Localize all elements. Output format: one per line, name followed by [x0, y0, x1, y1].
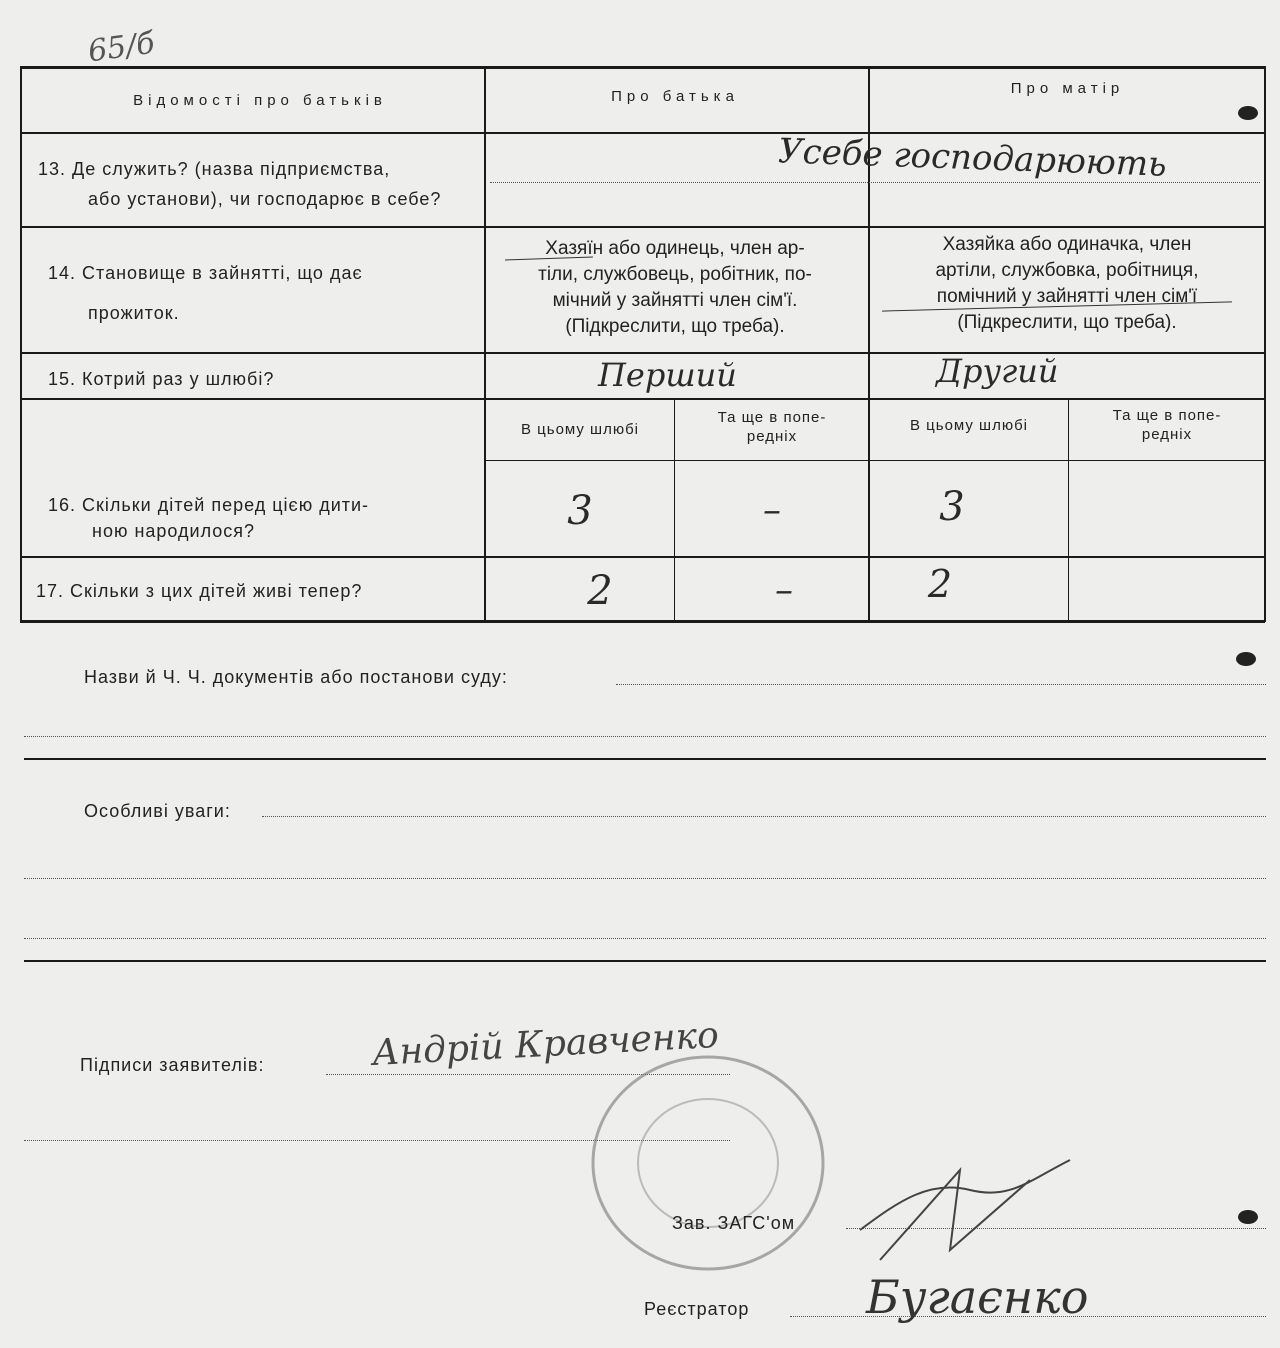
- father-previous-line1: Та ще в попе-: [717, 409, 827, 426]
- q16-line1: 16. Скільки дітей перед цією дити-: [48, 495, 370, 515]
- registry-head-signature: [840, 1140, 1100, 1280]
- mother-occupation-options: [876, 232, 1258, 336]
- q15-father-answer: Перший: [598, 356, 737, 394]
- stamp-seal: [588, 1052, 828, 1274]
- registrar-label: Реєстратор: [644, 1299, 750, 1319]
- mother-occupation-line2: артіли, службовка, робітниця,: [935, 260, 1199, 281]
- q16-father-prev: –: [763, 490, 781, 531]
- mother-occupation-line3: помічний у зайнятті член сім'ї: [936, 286, 1198, 307]
- mother-occupation-line4: (Підкреслити, що треба).: [957, 312, 1177, 333]
- mother-previous-line1: Та ще в попе-: [1112, 407, 1222, 424]
- mother-occupation-line1: Хазяйка або одиначка, член: [942, 234, 1192, 255]
- header-parents-info: Відомості про батьків: [133, 92, 387, 109]
- q13-answer: Усебе господарюють: [777, 131, 1168, 185]
- q17-father-prev: –: [775, 570, 793, 611]
- q16-mother-this: 3: [939, 484, 965, 530]
- q15-question: 15. Котрий раз у шлюбі?: [48, 369, 275, 389]
- q13-line2: або установи), чи господарює в себе?: [88, 189, 442, 209]
- q14-line2: прожиток.: [88, 303, 180, 323]
- father-previous-header: [678, 408, 866, 446]
- mother-previous-line2: редніх: [1141, 426, 1193, 443]
- father-occupation-options: [492, 236, 858, 340]
- q13-line1: 13. Де служить? (назва підприємства,: [38, 159, 391, 179]
- binding-hole-mark: [1236, 652, 1256, 666]
- father-occupation-line3: мічний у зайнятті член сім'ї.: [552, 290, 798, 311]
- notes-label: Особливі уваги:: [84, 801, 231, 821]
- binding-hole-mark: [1238, 1210, 1258, 1224]
- mother-this-marriage-header: В цьому шлюбі: [909, 417, 1029, 434]
- applicant-signature: Андрій Кравченко: [371, 1014, 720, 1075]
- registrar-signature: Бугаєнко: [866, 1270, 1089, 1324]
- father-occupation-line2: тіли, службовець, робітник, по-: [538, 264, 812, 285]
- q14-line1: 14. Становище в зайнятті, що дає: [48, 263, 363, 283]
- registry-head-label: Зав. ЗАГС'ом: [672, 1213, 796, 1233]
- header-father: Про батька: [611, 88, 739, 105]
- q17-mother-this: 2: [927, 562, 953, 606]
- q16-line2: ною народилося?: [92, 521, 256, 541]
- binding-hole-mark: [1238, 106, 1258, 120]
- page-number: 65/б: [85, 25, 157, 70]
- documents-label: Назви й Ч. Ч. документів або постанови суду:: [84, 667, 508, 687]
- header-mother: Про матір: [1010, 80, 1125, 97]
- q15-mother-answer: Другий: [936, 352, 1059, 390]
- father-occupation-line1: Хазяїн або одинець, член ар-: [545, 238, 805, 259]
- father-occupation-line4: (Підкреслити, що треба).: [565, 316, 785, 337]
- father-previous-line2: редніх: [746, 428, 798, 445]
- applicants-label: Підписи заявителів:: [80, 1055, 265, 1075]
- q17-question: 17. Скільки з цих дітей живі тепер?: [36, 581, 363, 601]
- father-this-marriage-header: В цьому шлюбі: [520, 421, 640, 438]
- q17-father-this: 2: [587, 568, 613, 614]
- mother-previous-header: [1072, 406, 1262, 444]
- q16-father-this: 3: [567, 488, 593, 534]
